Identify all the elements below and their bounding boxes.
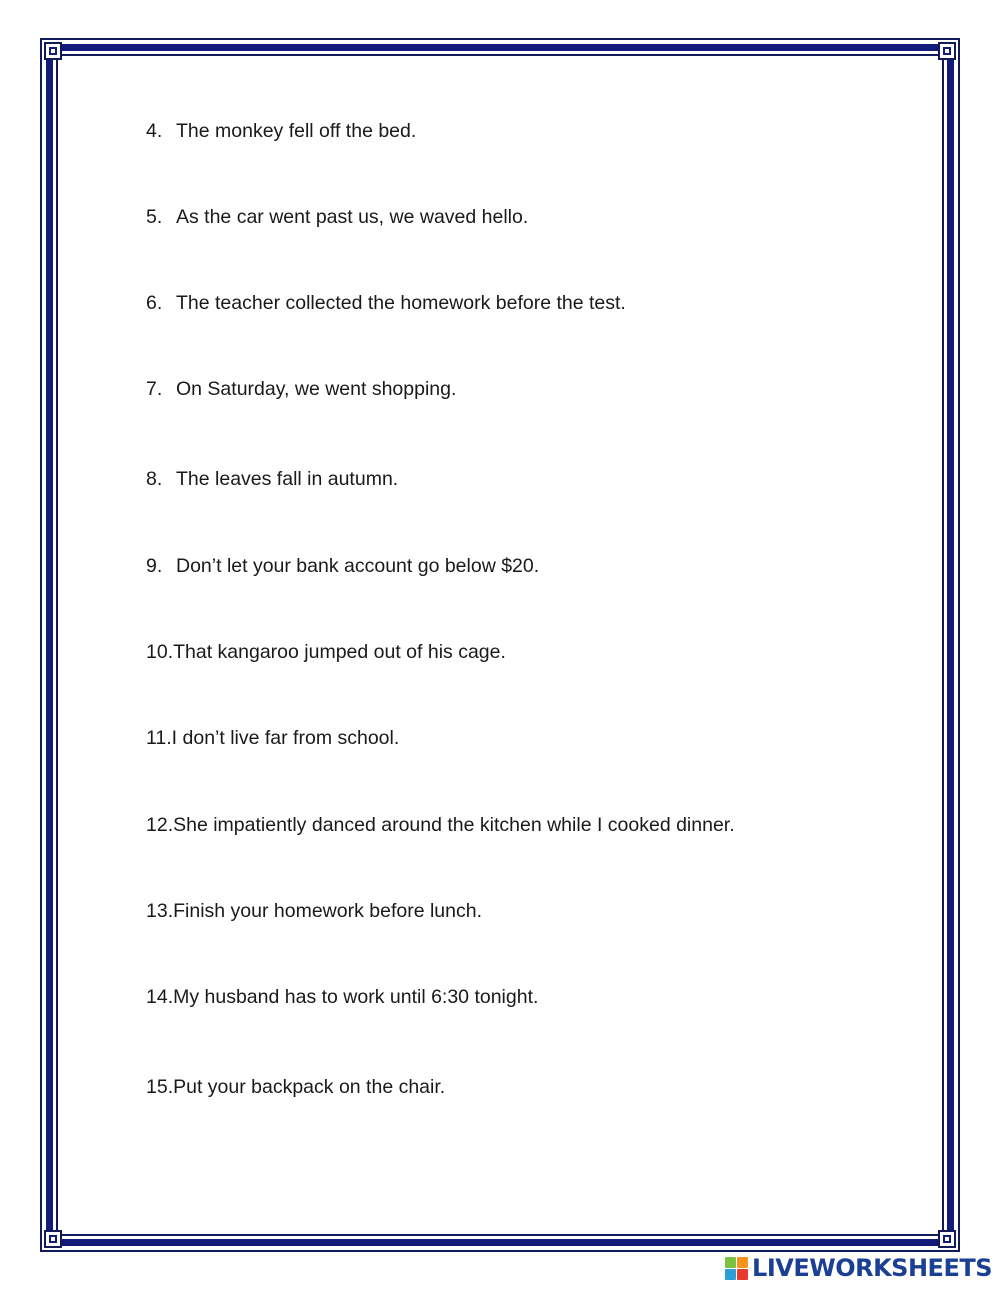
sentence-item-15 <box>146 1075 445 1099</box>
corner-ornament-bottom-left <box>44 1230 62 1248</box>
corner-ornament-bottom-right <box>938 1230 956 1248</box>
sentence-item-14 <box>146 985 538 1009</box>
sentence-text: As the car went past us, we waved hello. <box>176 206 529 228</box>
liveworksheets-logo <box>725 1253 992 1283</box>
sentence-text: Put your backpack on the chair. <box>173 1076 446 1098</box>
sentence-item-8 <box>146 467 398 491</box>
sentence-text: Finish your homework before lunch. <box>173 900 483 922</box>
sentence-number: 11. <box>146 727 172 749</box>
sentence-text: My husband has to work until 6:30 tonight. <box>173 986 539 1008</box>
sentence-number: 14. <box>146 986 174 1008</box>
sentence-text: Don’t let your bank account go below $20. <box>176 555 540 577</box>
logo-block-blue <box>725 1269 736 1280</box>
sentence-number: 6. <box>146 292 163 314</box>
sentence-item-12 <box>146 813 735 837</box>
logo-block-orange <box>737 1257 748 1268</box>
sentence-text: She impatiently danced around the kitchen while I cooked dinner. <box>173 814 735 836</box>
sentence-item-9 <box>146 554 539 578</box>
sentence-number: 15. <box>146 1076 174 1098</box>
logo-block-green <box>725 1257 736 1268</box>
sentence-item-5 <box>146 205 528 229</box>
sentence-text: The leaves fall in autumn. <box>176 468 399 490</box>
sentence-text: On Saturday, we went shopping. <box>176 378 457 400</box>
sentence-number: 10. <box>146 641 174 663</box>
sentence-item-13 <box>146 899 482 923</box>
sentence-item-6 <box>146 291 626 315</box>
corner-ornament-top-left <box>44 42 62 60</box>
sentence-item-4 <box>146 119 416 143</box>
sentence-number: 8. <box>146 468 163 490</box>
sentence-text: The teacher collected the homework before the test. <box>176 292 626 314</box>
sentence-number: 9. <box>146 555 163 577</box>
sentence-number: 4. <box>146 120 163 142</box>
sentence-item-11 <box>146 726 399 750</box>
logo-wordmark: LIVEWORKSHEETS <box>752 1254 992 1282</box>
logo-block-red <box>737 1269 748 1280</box>
logo-blocks-icon <box>725 1257 748 1280</box>
sentence-number: 12. <box>146 814 174 836</box>
sentence-item-10 <box>146 640 506 664</box>
sentence-text: That kangaroo jumped out of his cage. <box>173 641 506 663</box>
sentence-number: 5. <box>146 206 163 228</box>
sentence-text: I don’t live far from school. <box>171 727 400 749</box>
sentence-number: 7. <box>146 378 163 400</box>
sentence-item-7 <box>146 377 456 401</box>
sentence-text: The monkey fell off the bed. <box>176 120 417 142</box>
sentence-number: 13. <box>146 900 174 922</box>
corner-ornament-top-right <box>938 42 956 60</box>
